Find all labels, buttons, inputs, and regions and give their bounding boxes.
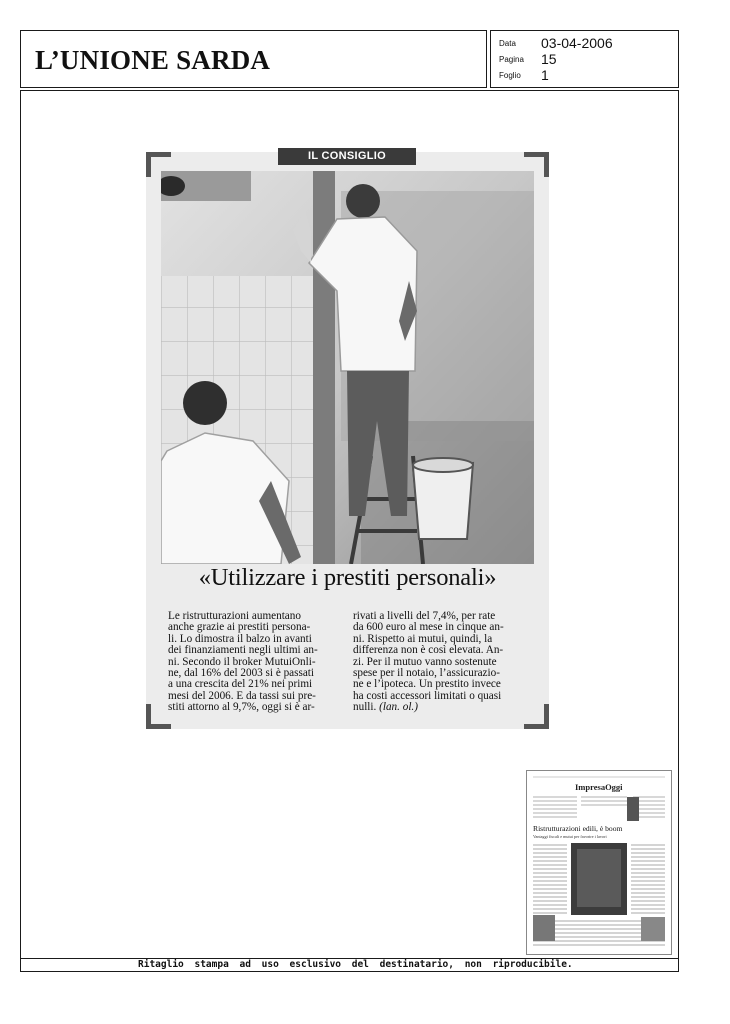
text-line: ha costi accessori limitati o quasi: [353, 689, 502, 702]
text-line: da 600 euro al mese in cinque an-: [353, 621, 504, 634]
thumbnail-headline: Ristrutturazioni edili, è boom: [533, 824, 623, 833]
text-line: anche grazie ai prestiti persona-: [168, 621, 311, 634]
byline: (lan. ol.): [379, 701, 418, 714]
thumbnail-subhead: Vantaggi fiscali e mutui per favorire i lavori: [533, 834, 607, 839]
page-value: 15: [541, 51, 557, 67]
date-label: Data: [499, 39, 516, 48]
workers-painting-photo: [161, 171, 534, 564]
text-line: ni. Secondo il broker MutuiOnli-: [168, 655, 316, 668]
masthead-box: [20, 30, 487, 88]
text-line-with-byline: [353, 702, 533, 713]
newspaper-masthead: L’UNIONE SARDA: [35, 45, 271, 75]
metadata-box: [490, 30, 679, 88]
thumbnail-image: [527, 771, 671, 954]
article-column-2: [353, 611, 533, 714]
footer-disclaimer: Ritaglio stampa ad uso esclusivo del destinatario, non riproducibile.: [138, 959, 573, 970]
source-page-thumbnail: [526, 770, 672, 955]
text-line: spese per il notaio, l’assicurazio-: [353, 667, 500, 680]
date-value: 03-04-2006: [541, 35, 613, 51]
text-line: ne e l’ipoteca. Un prestito invece: [353, 678, 501, 691]
footer-box: [20, 958, 679, 972]
text-line: ne, dal 16% del 2003 si è passati: [168, 667, 315, 680]
page-label: Pagina: [499, 55, 524, 64]
text-line: dei finanziamenti negli ultimi an-: [168, 644, 318, 657]
article-clipping: [146, 152, 549, 729]
text-line: a una crescita del 21% nei primi: [168, 678, 313, 691]
text-line: nulli.: [353, 701, 377, 714]
text-line: li. Lo dimostra il balzo in avanti: [168, 632, 312, 645]
text-line: stiti attorno al 9,7%, oggi si è ar-: [168, 701, 315, 714]
text-line: zi. Per il mutuo vanno sostenute: [353, 655, 497, 668]
text-line: mesi del 2006. E da tassi sui pre-: [168, 689, 316, 702]
sheet-label: Foglio: [499, 71, 521, 80]
article-photo: [161, 171, 534, 564]
text-line: rivati a livelli del 7,4%, per rate: [353, 610, 496, 622]
article-column-1: [168, 611, 348, 714]
sheet-value: 1: [541, 67, 549, 83]
text-line: Le ristrutturazioni aumentano: [168, 610, 301, 622]
text-line: ni. Rispetto ai mutui, quindi, la: [353, 632, 493, 645]
text-line: differenza non è così elevata. An-: [353, 644, 504, 657]
thumbnail-masthead: ImpresaOggi: [575, 782, 623, 792]
section-rubric: IL CONSIGLIO: [278, 148, 416, 165]
article-headline: «Utilizzare i prestiti personali»: [198, 564, 497, 591]
